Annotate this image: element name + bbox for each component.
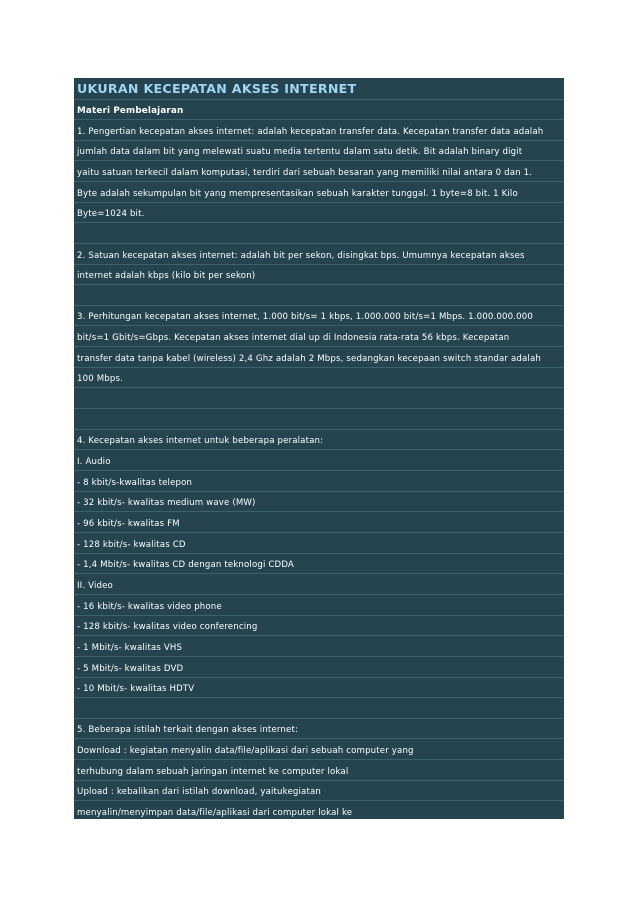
- text-line-row: [74, 492, 564, 513]
- text-line-row: [74, 471, 564, 492]
- text-line-row: [74, 781, 564, 802]
- text-line-row: [74, 450, 564, 471]
- text-line: 3. Perhitungan kecepatan akses internet, 1.000 bit/s= 1 kbps, 1.000.000 bit/s=1 Mbps. 1.000.000.000: [77, 312, 533, 323]
- title-row: [74, 78, 564, 100]
- text-line: 100 Mbps.: [77, 374, 124, 385]
- text-line-row: [74, 616, 564, 637]
- text-line: bit/s=1 Gbit/s=Gbps. Kecepatan akses internet dial up di Indonesia rata-rata 56 kbps. Kecepatan: [77, 333, 510, 344]
- text-line-row: [74, 388, 564, 409]
- text-line-row: [74, 801, 564, 819]
- text-line: - 8 kbit/s-kwalitas telepon: [77, 477, 193, 488]
- text-line-row: [74, 244, 564, 265]
- text-line: II. Video: [77, 580, 113, 591]
- text-line-row: [74, 719, 564, 740]
- text-line: 1. Pengertian kecepatan akses internet: adalah kecepatan transfer data. Kecepatan transfer data adalah: [77, 126, 544, 137]
- text-line-row: [74, 533, 564, 554]
- text-line: Upload : kebalikan dari istilah download, yaitukegiatan: [77, 787, 321, 798]
- text-line: 4. Kecepatan akses internet untuk beberapa peralatan:: [77, 436, 324, 447]
- text-line: Byte adalah sekumpulan bit yang mempresentasikan sebuah karakter tunggal. 1 byte=8 bit. 1 Kilo: [77, 188, 518, 199]
- text-line-row: [74, 141, 564, 162]
- text-line: 2. Satuan kecepatan akses internet: adalah bit per sekon, disingkat bps. Umumnya kecepatan akses: [77, 250, 525, 261]
- text-line: - 10 Mbit/s- kwalitas HDTV: [77, 684, 195, 695]
- text-line: - 1 Mbit/s- kwalitas VHS: [77, 642, 183, 653]
- text-line-row: [74, 657, 564, 678]
- text-line-row: [74, 203, 564, 224]
- text-line-row: [74, 574, 564, 595]
- text-line-row: [74, 760, 564, 781]
- text-line-row: [74, 512, 564, 533]
- text-line: - 96 kbit/s- kwalitas FM: [77, 518, 180, 529]
- text-line-row: [74, 678, 564, 699]
- text-line: 5. Beberapa istilah terkait dengan akses internet:: [77, 725, 299, 736]
- text-line-row: [74, 161, 564, 182]
- text-line: menyalin/menyimpan data/file/aplikasi dari computer lokal ke: [77, 808, 353, 819]
- document-panel: [74, 78, 564, 819]
- text-line: - 5 Mbit/s- kwalitas DVD: [77, 663, 184, 674]
- text-line: yaitu satuan terkecil dalam komputasi, terdiri dari sebuah besaran yang memiliki nilai antara 0 dan 1.: [77, 167, 533, 178]
- text-line-row: [74, 265, 564, 286]
- text-line: Download : kegiatan menyalin data/file/aplikasi dari sebuah computer yang: [77, 746, 414, 757]
- text-line-row: [74, 368, 564, 389]
- text-line: - 128 kbit/s- kwalitas video conferencing: [77, 622, 258, 633]
- text-line-row: [74, 409, 564, 430]
- text-line-row: [74, 223, 564, 244]
- text-line-row: [74, 430, 564, 451]
- text-line-row: [74, 182, 564, 203]
- text-line: internet adalah kbps (kilo bit per sekon): [77, 271, 256, 282]
- document-title: UKURAN KECEPATAN AKSES INTERNET: [77, 81, 357, 96]
- document-subtitle: Materi Pembelajaran: [77, 106, 184, 116]
- text-line-row: [74, 636, 564, 657]
- text-line: - 32 kbit/s- kwalitas medium wave (MW): [77, 498, 256, 509]
- text-line-row: [74, 285, 564, 306]
- text-line-row: [74, 347, 564, 368]
- text-line: I. Audio: [77, 457, 111, 468]
- subtitle-row: [74, 100, 564, 120]
- text-line-row: [74, 554, 564, 575]
- text-line: jumlah data dalam bit yang melewati suatu media tertentu dalam satu detik. Bit adalah binary digit: [77, 147, 523, 158]
- text-line: terhubung dalam sebuah jaringan internet ke computer lokal: [77, 766, 349, 777]
- text-line: transfer data tanpa kabel (wireless) 2,4 Ghz adalah 2 Mbps, sedangkan kecepaan switch standar adalah: [77, 353, 541, 364]
- text-line-row: [74, 120, 564, 141]
- text-line: - 128 kbit/s- kwalitas CD: [77, 539, 186, 550]
- text-line-row: [74, 327, 564, 348]
- text-line-row: [74, 698, 564, 719]
- text-line-row: [74, 306, 564, 327]
- text-line: - 1,4 Mbit/s- kwalitas CD dengan teknologi CDDA: [77, 560, 294, 571]
- text-line: Byte=1024 bit.: [77, 209, 145, 220]
- text-line-row: [74, 595, 564, 616]
- text-line: - 16 kbit/s- kwalitas video phone: [77, 601, 222, 612]
- text-line-row: [74, 740, 564, 761]
